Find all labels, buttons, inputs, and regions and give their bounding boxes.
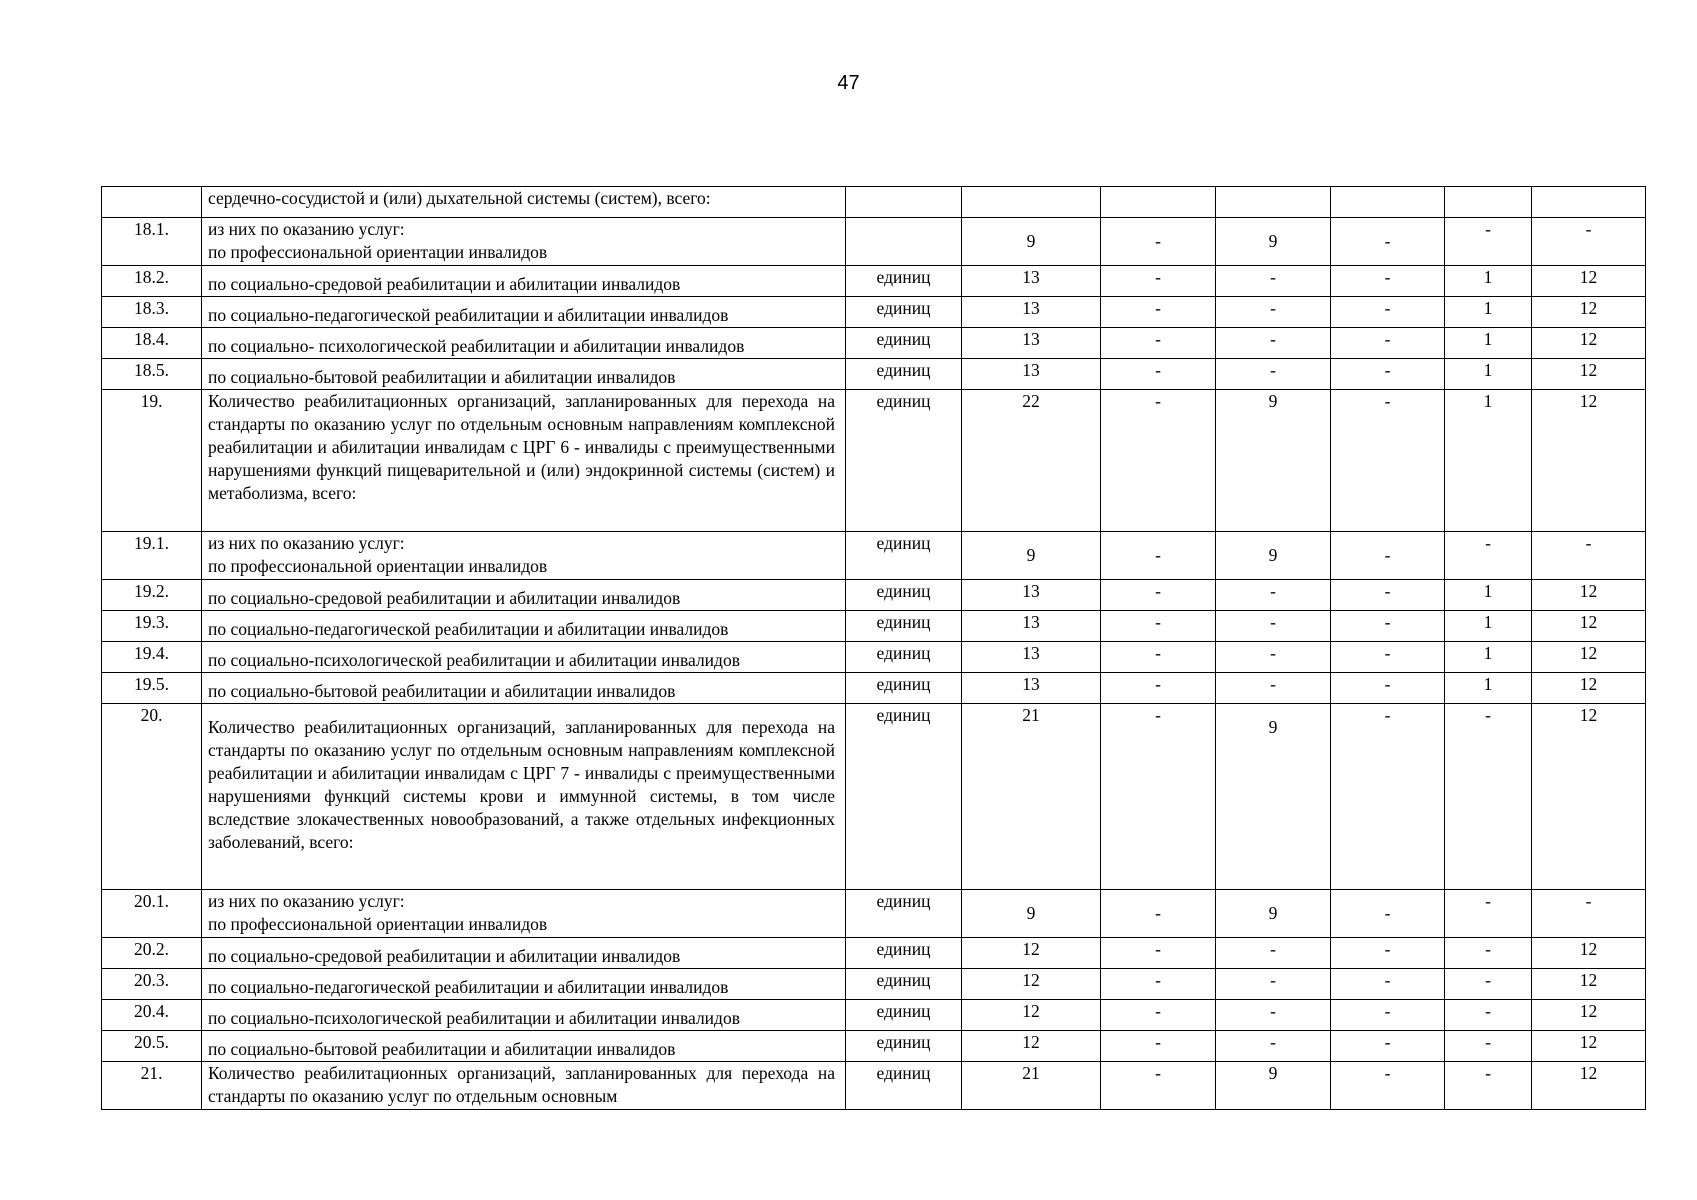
value-cell: 1 <box>1445 328 1532 359</box>
value-cell: - <box>1101 359 1216 390</box>
value-cell: - <box>1216 580 1331 611</box>
value-cell: 12 <box>1532 390 1646 532</box>
row-description: по социально-средовой реабилитации и абилитации инвалидов <box>202 266 846 297</box>
value-cell: 9 <box>962 218 1101 266</box>
row-number <box>102 187 202 218</box>
row-number: 20.4. <box>102 1000 202 1031</box>
row-number: 18.5. <box>102 359 202 390</box>
value-cell: 22 <box>962 390 1101 532</box>
value-cell: - <box>1331 266 1445 297</box>
row-number: 18.3. <box>102 297 202 328</box>
value-cell: - <box>1101 390 1216 532</box>
value-cell: - <box>1101 938 1216 969</box>
value-cell: - <box>1101 704 1216 890</box>
row-number: 20.3. <box>102 969 202 1000</box>
value-cell: 13 <box>962 297 1101 328</box>
value-cell: - <box>1101 969 1216 1000</box>
row-unit: единиц <box>846 1031 962 1062</box>
value-cell: - <box>1445 969 1532 1000</box>
value-cell: - <box>1331 218 1445 266</box>
value-cell: - <box>1216 359 1331 390</box>
value-cell: - <box>1331 1062 1445 1110</box>
row-number: 18.4. <box>102 328 202 359</box>
value-cell: 13 <box>962 328 1101 359</box>
value-cell: - <box>1532 532 1646 580</box>
row-description: по социально-психологической реабилитации и абилитации инвалидов <box>202 642 846 673</box>
value-cell: - <box>1331 890 1445 938</box>
row-description: из них по оказанию услуг: по профессиональной ориентации инвалидов <box>202 218 846 266</box>
value-cell: 12 <box>1532 266 1646 297</box>
row-number: 19. <box>102 390 202 532</box>
row-number: 19.1. <box>102 532 202 580</box>
row-description: Количество реабилитационных организаций, запланированных для перехода на стандарты по оказанию услуг по отдельным основным направлениям комплексной реабилитации и абилитации инвалидам с ЦРГ 7 - инвалиды с преимущественными нарушениями функций системы крови и иммунной системы, в том числе вследствие злокачественных новообразований, а также отдельных инфекционных заболеваний, всего: <box>202 704 846 890</box>
row-unit: единиц <box>846 580 962 611</box>
value-cell: - <box>1445 1062 1532 1110</box>
value-cell: 9 <box>962 890 1101 938</box>
row-unit: единиц <box>846 642 962 673</box>
table-row <box>102 1000 1646 1031</box>
value-cell: - <box>1445 218 1532 266</box>
value-cell: 12 <box>962 1031 1101 1062</box>
value-cell: - <box>1216 969 1331 1000</box>
value-cell: 1 <box>1445 266 1532 297</box>
row-unit <box>846 218 962 266</box>
value-cell: 9 <box>1216 1062 1331 1110</box>
value-cell: - <box>1445 938 1532 969</box>
row-description: по социально-педагогической реабилитации и абилитации инвалидов <box>202 297 846 328</box>
value-cell: 1 <box>1445 359 1532 390</box>
row-description: из них по оказанию услуг: по профессиональной ориентации инвалидов <box>202 532 846 580</box>
row-description: Количество реабилитационных организаций, запланированных для перехода на стандарты по оказанию услуг по отдельным основным направлениям комплексной реабилитации и абилитации инвалидам с ЦРГ 6 - инвалиды с преимущественными нарушениями функций пищеварительной и (или) эндокринной системы (систем) и метаболизма, всего: <box>202 390 846 532</box>
value-cell: - <box>1101 266 1216 297</box>
value-cell: - <box>1331 938 1445 969</box>
table-row <box>102 266 1646 297</box>
value-cell: 9 <box>1216 890 1331 938</box>
row-number: 20.5. <box>102 1031 202 1062</box>
value-cell: - <box>1101 1062 1216 1110</box>
row-unit: единиц <box>846 673 962 704</box>
value-cell: - <box>1445 890 1532 938</box>
value-cell: - <box>1216 938 1331 969</box>
table-row <box>102 1062 1646 1110</box>
value-cell: - <box>1532 890 1646 938</box>
table-row <box>102 218 1646 266</box>
table-row <box>102 611 1646 642</box>
value-cell: - <box>1216 673 1331 704</box>
value-cell: - <box>1216 1000 1331 1031</box>
table-row <box>102 580 1646 611</box>
row-unit: единиц <box>846 1000 962 1031</box>
value-cell: 12 <box>1532 297 1646 328</box>
value-cell: 12 <box>1532 1000 1646 1031</box>
value-cell: - <box>1216 611 1331 642</box>
value-cell: 12 <box>1532 611 1646 642</box>
value-cell <box>1216 187 1331 218</box>
value-cell: 12 <box>1532 938 1646 969</box>
value-cell: 9 <box>962 532 1101 580</box>
value-cell: 12 <box>962 938 1101 969</box>
row-unit: единиц <box>846 359 962 390</box>
row-number: 19.2. <box>102 580 202 611</box>
row-description: по социально-педагогической реабилитации и абилитации инвалидов <box>202 969 846 1000</box>
value-cell: 9 <box>1216 390 1331 532</box>
row-unit: единиц <box>846 1062 962 1110</box>
value-cell: - <box>1445 1000 1532 1031</box>
value-cell: 21 <box>962 704 1101 890</box>
value-cell: 1 <box>1445 673 1532 704</box>
value-cell: - <box>1101 642 1216 673</box>
row-unit: единиц <box>846 390 962 532</box>
value-cell: - <box>1216 328 1331 359</box>
value-cell: - <box>1101 1000 1216 1031</box>
value-cell: - <box>1331 673 1445 704</box>
row-number: 19.3. <box>102 611 202 642</box>
row-unit: единиц <box>846 532 962 580</box>
value-cell: - <box>1101 580 1216 611</box>
value-cell: - <box>1331 611 1445 642</box>
value-cell: 1 <box>1445 642 1532 673</box>
value-cell: - <box>1331 390 1445 532</box>
table-row <box>102 297 1646 328</box>
value-cell: 9 <box>1216 532 1331 580</box>
table-row <box>102 1031 1646 1062</box>
value-cell: 9 <box>1216 704 1331 890</box>
page-number: 47 <box>837 72 860 94</box>
table-row <box>102 390 1646 532</box>
value-cell <box>1101 187 1216 218</box>
row-description: по социально-средовой реабилитации и абилитации инвалидов <box>202 938 846 969</box>
value-cell: - <box>1445 704 1532 890</box>
value-cell: - <box>1331 1000 1445 1031</box>
value-cell: 12 <box>1532 642 1646 673</box>
value-cell: - <box>1216 1031 1331 1062</box>
value-cell: - <box>1216 266 1331 297</box>
row-unit: единиц <box>846 266 962 297</box>
value-cell: 13 <box>962 642 1101 673</box>
row-description: по социально-психологической реабилитации и абилитации инвалидов <box>202 1000 846 1031</box>
value-cell: - <box>1331 328 1445 359</box>
table-row <box>102 532 1646 580</box>
row-unit: единиц <box>846 890 962 938</box>
value-cell: - <box>1445 532 1532 580</box>
value-cell: 12 <box>1532 1062 1646 1110</box>
table-row <box>102 938 1646 969</box>
value-cell: - <box>1101 218 1216 266</box>
row-number: 19.4. <box>102 642 202 673</box>
value-cell: - <box>1331 1031 1445 1062</box>
value-cell: - <box>1331 359 1445 390</box>
row-unit: единиц <box>846 969 962 1000</box>
value-cell: 1 <box>1445 297 1532 328</box>
value-cell <box>1532 187 1646 218</box>
row-number: 20. <box>102 704 202 890</box>
value-cell: - <box>1445 1031 1532 1062</box>
value-cell: - <box>1331 704 1445 890</box>
value-cell: - <box>1101 328 1216 359</box>
row-description: сердечно-сосудистой и (или) дыхательной системы (систем), всего: <box>202 187 846 218</box>
value-cell: - <box>1101 890 1216 938</box>
value-cell: - <box>1331 642 1445 673</box>
value-cell: 12 <box>1532 704 1646 890</box>
table-row <box>102 359 1646 390</box>
value-cell: 13 <box>962 673 1101 704</box>
value-cell: - <box>1331 580 1445 611</box>
value-cell: 13 <box>962 580 1101 611</box>
value-cell: 12 <box>962 969 1101 1000</box>
table-row <box>102 328 1646 359</box>
row-description: по социально-бытовой реабилитации и абилитации инвалидов <box>202 673 846 704</box>
row-unit: единиц <box>846 328 962 359</box>
value-cell: 1 <box>1445 611 1532 642</box>
value-cell: 12 <box>1532 969 1646 1000</box>
value-cell: 1 <box>1445 390 1532 532</box>
value-cell: - <box>1101 532 1216 580</box>
value-cell: 9 <box>1216 218 1331 266</box>
indicators-table <box>101 186 1646 1110</box>
value-cell: 21 <box>962 1062 1101 1110</box>
value-cell: 13 <box>962 611 1101 642</box>
row-description: по социально-бытовой реабилитации и абилитации инвалидов <box>202 359 846 390</box>
row-description: по социально- психологической реабилитации и абилитации инвалидов <box>202 328 846 359</box>
value-cell: - <box>1532 218 1646 266</box>
value-cell: - <box>1101 611 1216 642</box>
row-unit: единиц <box>846 297 962 328</box>
row-description: по социально-педагогической реабилитации и абилитации инвалидов <box>202 611 846 642</box>
value-cell: - <box>1101 673 1216 704</box>
row-description: по социально-бытовой реабилитации и абилитации инвалидов <box>202 1031 846 1062</box>
value-cell: 12 <box>1532 359 1646 390</box>
value-cell: 12 <box>1532 580 1646 611</box>
value-cell: - <box>1101 297 1216 328</box>
row-unit: единиц <box>846 611 962 642</box>
value-cell: - <box>1216 297 1331 328</box>
row-unit: единиц <box>846 938 962 969</box>
value-cell: - <box>1101 1031 1216 1062</box>
table-row <box>102 673 1646 704</box>
row-number: 18.1. <box>102 218 202 266</box>
table-row <box>102 187 1646 218</box>
value-cell: 13 <box>962 266 1101 297</box>
value-cell: - <box>1331 532 1445 580</box>
row-number: 21. <box>102 1062 202 1110</box>
value-cell: - <box>1331 969 1445 1000</box>
value-cell: 1 <box>1445 580 1532 611</box>
value-cell: - <box>1216 642 1331 673</box>
value-cell <box>1445 187 1532 218</box>
row-number: 18.2. <box>102 266 202 297</box>
value-cell <box>1331 187 1445 218</box>
value-cell: 12 <box>1532 673 1646 704</box>
row-number: 20.1. <box>102 890 202 938</box>
table-row <box>102 642 1646 673</box>
value-cell: 12 <box>1532 1031 1646 1062</box>
row-description: по социально-средовой реабилитации и абилитации инвалидов <box>202 580 846 611</box>
row-description: из них по оказанию услуг: по профессиональной ориентации инвалидов <box>202 890 846 938</box>
row-number: 20.2. <box>102 938 202 969</box>
value-cell: 12 <box>1532 328 1646 359</box>
row-unit <box>846 187 962 218</box>
table-row <box>102 704 1646 890</box>
table-row <box>102 969 1646 1000</box>
value-cell: 13 <box>962 359 1101 390</box>
value-cell: - <box>1331 297 1445 328</box>
row-description: Количество реабилитационных организаций, запланированных для перехода на стандарты по оказанию услуг по отдельным основным <box>202 1062 846 1110</box>
row-unit: единиц <box>846 704 962 890</box>
row-number: 19.5. <box>102 673 202 704</box>
table-row <box>102 890 1646 938</box>
value-cell <box>962 187 1101 218</box>
value-cell: 12 <box>962 1000 1101 1031</box>
